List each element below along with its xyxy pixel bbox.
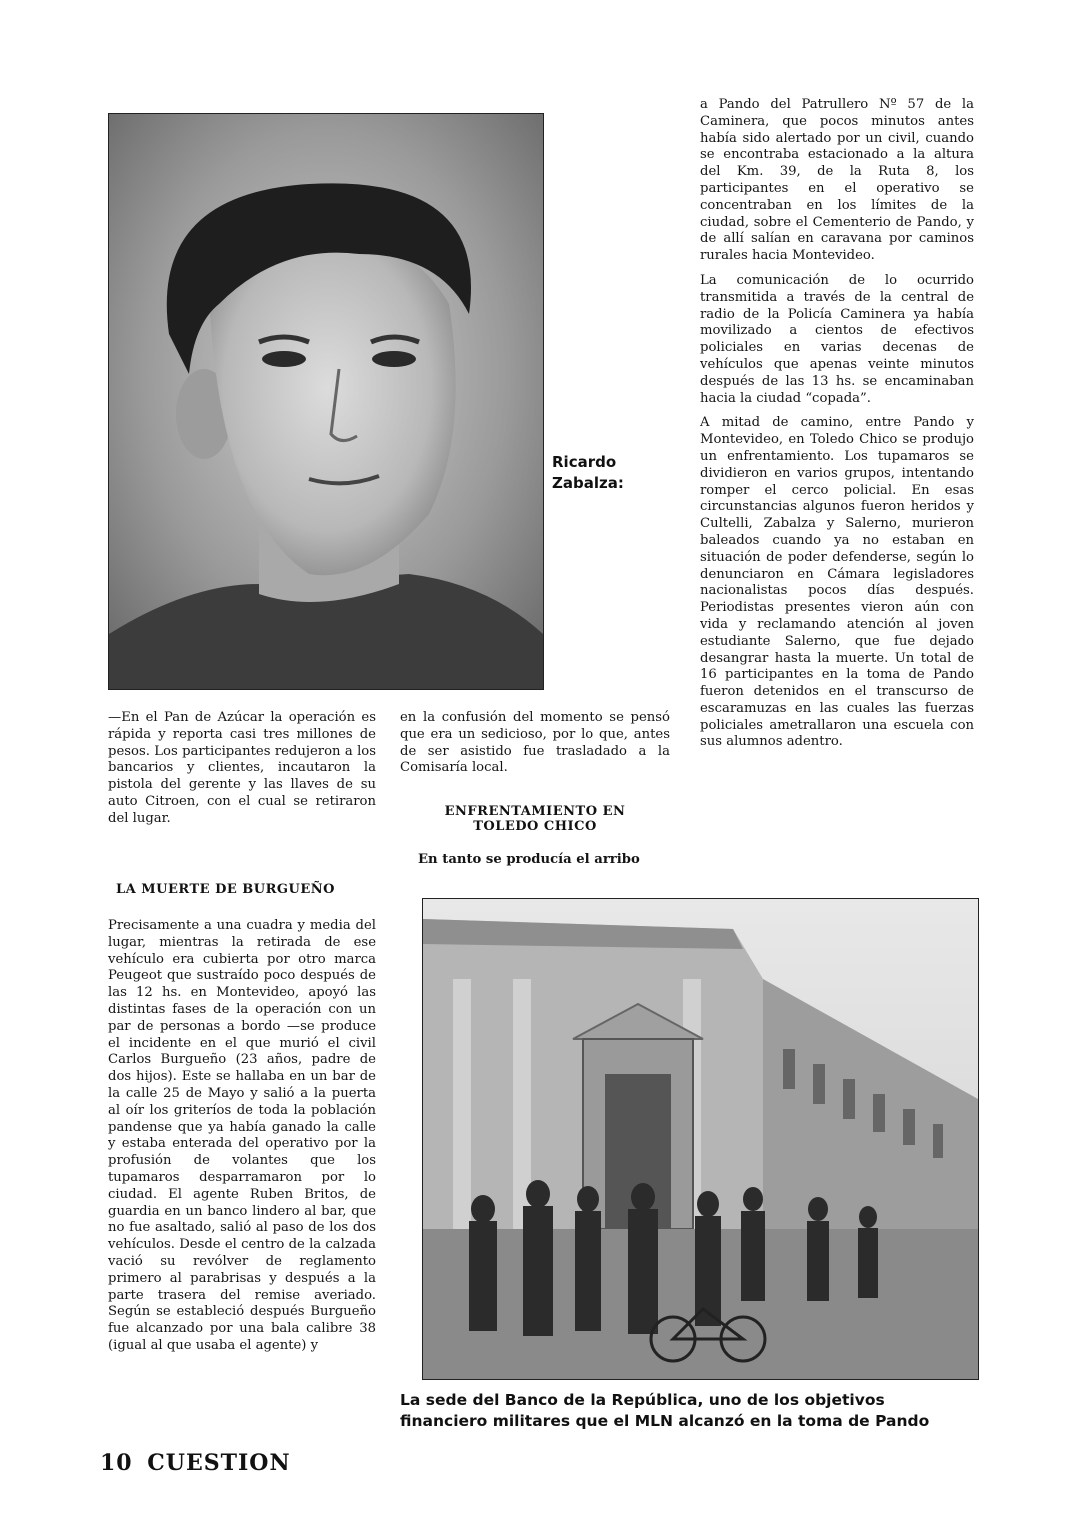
bank-photo xyxy=(422,898,979,1380)
right-paragraph-3: A mitad de camino, entre Pando y Montevideo, en Toledo Chico se produjo un enfrentamiento. Los tupamaros se dividieron en varios grupos, intentando romper el cerco policial. En esas circunstancias algunos fueron heridos y Cultelli, Zabalza y Salerno, murieron baleados cuando ya no estaban en situación de poder defenderse, según lo denunciaron en Cámara legisladores nacionalistas pocos días después. Periodistas presentes vieron aún con vida y reclamando atención al joven estudiante Salerno, que fue dejado desangrar hasta la muerte. Un total de 16 participantes en la toma de Pando fueron detenidos en el transcurso de escaramuzas en las cuales las fuerzas policiales ametrallaron una escuela con sus alumnos adentro. xyxy=(700,415,974,750)
page-footer xyxy=(100,1450,291,1476)
magazine-name: CUESTION xyxy=(147,1450,291,1476)
portrait-caption: Ricardo Zabalza: xyxy=(552,453,624,492)
middle-column-paragraph: en la confusión del momento se pensó que era un sedicioso, por lo que, antes de ser asistido fue trasladado a la Comisaría local. xyxy=(400,710,670,776)
middle-column-body: En tanto se producía el arribo xyxy=(418,852,640,867)
portrait-photo xyxy=(108,113,544,690)
right-column-text xyxy=(700,97,974,759)
left-column-body: Precisamente a una cuadra y media del lugar, mientras la retirada de ese vehículo era cubierta por otro marca Peugeot que sustraído poco después de las 12 hs. en Montevideo, apoyó las distintas fases de la operación con un par de personas a bordo —se produce el incidente en el que murió el civil Carlos Burgueño (23 años, padre de dos hijos). Este se hallaba en un bar de la calle 25 de Mayo y salió a la puerta al oír los griteríos de toda la población pandense que ya había ganado la calle y estaba enterada del operativo por la profusión de volantes que los tupamaros desparramaron por lo ciudad. El agente Ruben Britos, de guardia en un banco lindero al bar, que no fue asaltado, salió al paso de los dos vehículos. Desde el centro de la calzada vació su revólver de reglamento primero al parabrisas y después a la parte trasera del remise averiado. Según se estableció después Burgueño fue alcanzado por una bala calibre 38 (igual al que usaba el agente) y xyxy=(108,918,376,1353)
bank-photo-caption: La sede del Banco de la República, uno de los objetivos financiero militares que el MLN alcanzó en la toma de Pando xyxy=(400,1391,930,1430)
section-heading-toledo-chico: ENFRENTAMIENTO EN TOLEDO CHICO xyxy=(444,804,626,834)
right-paragraph-1: a Pando del Patrullero Nº 57 de la Caminera, que pocos minutos antes había sido alertado por un civil, cuando se encontraba estacionado a la altura del Km. 39, de la Ruta 8, los participantes en el operativo se concentraban en los límites de la ciudad, sobre el Cementerio de Pando, y de allí salían en caravana por caminos rurales hacia Montevideo. xyxy=(700,97,974,264)
page-number: 10 xyxy=(100,1450,133,1476)
portrait-caption-paragraph: —En el Pan de Azúcar la operación es rápida y reporta casi tres millones de pesos. Los participantes redujeron a los bancarios y clientes, incautaron la pistola del gerente y las llaves de su auto Citroen, con el cual se retiraron del lugar. xyxy=(108,710,376,826)
right-paragraph-2: La comunicación de lo ocurrido transmitida a través de la central de radio de la Policía Caminera ya había movilizado a cientos de efectivos policiales en varias decenas de vehículos que apenas veinte minutos después de las 13 hs. se encaminaban hacia la ciudad “copada”. xyxy=(700,272,974,406)
section-heading-burgueno: LA MUERTE DE BURGUEÑO xyxy=(116,882,335,897)
